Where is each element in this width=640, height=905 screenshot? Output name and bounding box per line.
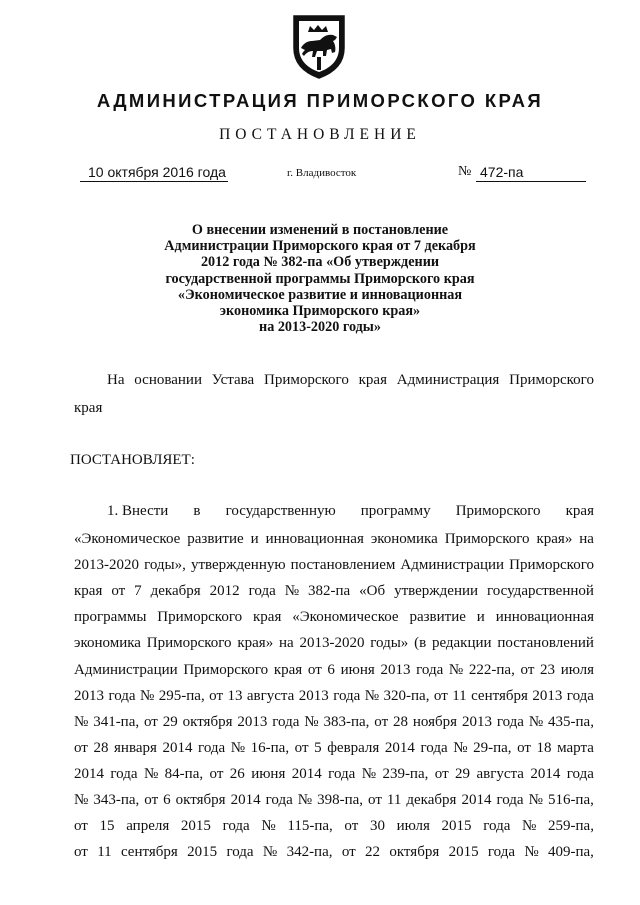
paragraph-line xyxy=(74,815,594,837)
word: от xyxy=(517,739,531,756)
word: от xyxy=(74,818,88,835)
word: августа xyxy=(476,765,524,782)
word: программы xyxy=(74,609,147,626)
paragraph-line xyxy=(74,737,594,759)
word: марта xyxy=(557,739,594,756)
word: 2014 xyxy=(74,765,104,782)
word: года xyxy=(265,792,293,808)
word: от xyxy=(111,583,126,600)
word: № xyxy=(74,713,89,730)
word: 409-па, xyxy=(548,844,594,861)
word: «Экономическое xyxy=(292,609,399,626)
word: 7 xyxy=(134,583,142,600)
coat-of-arms-icon xyxy=(290,14,348,80)
word: 2015 xyxy=(187,844,218,861)
word: государственной xyxy=(487,583,594,600)
word: от xyxy=(209,687,223,704)
word: 341-па, xyxy=(93,713,140,730)
word: Приморского xyxy=(183,661,269,678)
word: года xyxy=(198,739,226,756)
word: № xyxy=(524,844,539,861)
title-line: на 2013-2020 годы» xyxy=(259,319,381,336)
word: редакции xyxy=(431,635,492,652)
word: от xyxy=(74,739,88,756)
word: года xyxy=(226,844,254,861)
word: 516-па, xyxy=(547,792,594,808)
word: года xyxy=(566,687,594,704)
word: 115-па, xyxy=(287,818,333,835)
word: от xyxy=(294,739,309,756)
word: № xyxy=(522,818,537,835)
word: года xyxy=(333,687,361,704)
word: 16-па, xyxy=(250,739,290,756)
word: от xyxy=(74,844,88,861)
word: октября xyxy=(389,844,440,861)
word: от xyxy=(144,713,158,730)
paragraph-line xyxy=(74,841,594,863)
word: Приморского xyxy=(509,372,594,388)
word: 2015 xyxy=(180,818,211,835)
word: года xyxy=(496,713,524,730)
word: на xyxy=(278,635,294,652)
word: 2014 xyxy=(461,792,492,808)
word: 435-па, xyxy=(548,713,594,730)
word: № xyxy=(361,765,377,782)
word: годы» xyxy=(370,635,409,652)
word: края xyxy=(273,661,303,678)
resolves-heading: ПОСТАНОВЛЯЕТ: xyxy=(70,452,195,468)
word: края xyxy=(358,372,387,388)
word: года xyxy=(420,739,448,756)
word: Приморского xyxy=(455,503,541,519)
word: инновационная xyxy=(495,609,594,626)
word: от xyxy=(341,844,356,861)
word: от xyxy=(374,713,389,730)
word: года xyxy=(483,818,511,835)
word: от xyxy=(433,687,448,704)
word: 15 xyxy=(99,818,115,835)
word: года xyxy=(222,818,250,835)
word: 1. Внести xyxy=(107,503,169,519)
title-line: государственной программы Приморского края xyxy=(165,270,475,287)
word: утверждении xyxy=(394,583,479,600)
word: 239-па, xyxy=(382,765,429,782)
word: программу xyxy=(360,503,431,519)
word: июля xyxy=(560,661,594,678)
document-number-label: № xyxy=(458,164,472,179)
word: № xyxy=(262,844,278,861)
document-number: 472-па xyxy=(476,164,586,182)
word: 11 xyxy=(452,687,467,704)
word: № xyxy=(528,792,543,808)
word: 2013 xyxy=(74,687,104,704)
paragraph-line xyxy=(74,580,594,602)
word: от xyxy=(520,661,535,678)
word: Администрации xyxy=(400,557,505,574)
word: Приморского xyxy=(444,531,530,547)
word: 2014 xyxy=(162,739,193,756)
word: годы», xyxy=(144,557,186,574)
word: ноября xyxy=(412,713,458,730)
word: 2015 xyxy=(441,818,472,835)
word: и xyxy=(476,609,485,626)
word: 23 xyxy=(540,661,556,678)
word: Приморского xyxy=(146,635,232,652)
word: № xyxy=(74,792,89,808)
word: 28 xyxy=(393,713,408,730)
title-line: экономика Приморского края» xyxy=(219,303,421,320)
word: 222-па, xyxy=(468,661,515,678)
word: 383-па, xyxy=(323,713,370,730)
word: июня xyxy=(251,765,286,782)
word: 2012 xyxy=(209,583,240,600)
word: № xyxy=(364,687,380,704)
item1-first-line xyxy=(107,500,594,522)
word: постановлением xyxy=(290,557,396,574)
word: 84-па, xyxy=(164,765,204,782)
word: января xyxy=(114,739,157,756)
word: июня xyxy=(340,661,375,678)
word: развитие xyxy=(409,609,466,626)
word: года xyxy=(328,765,356,782)
title-line: О внесении изменений в постановление xyxy=(191,222,449,238)
word: № xyxy=(230,739,246,756)
word: № xyxy=(143,765,159,782)
word: № xyxy=(448,661,464,678)
preamble-second-line: края xyxy=(74,400,103,416)
word: 2013 xyxy=(380,661,411,678)
word: 2013 xyxy=(461,713,492,730)
paragraph-line xyxy=(74,606,594,628)
paragraph-line xyxy=(74,632,594,654)
word: Устава xyxy=(211,372,255,388)
paragraph-line xyxy=(74,659,594,681)
document-date: 10 октября 2016 года xyxy=(80,164,228,182)
word: сентября xyxy=(120,844,178,861)
word: года xyxy=(272,713,300,730)
preamble-first-line xyxy=(107,369,594,391)
word: октября xyxy=(182,713,233,730)
word: 295-па, xyxy=(158,687,205,704)
word: 2014 xyxy=(291,765,322,782)
word: постановлений xyxy=(497,635,594,652)
word: № xyxy=(297,792,313,808)
word: года xyxy=(110,765,138,782)
word: основании xyxy=(134,372,202,388)
word: «Экономическое xyxy=(74,531,181,547)
word: декабря xyxy=(406,792,457,808)
word: № xyxy=(528,713,544,730)
word: экономика xyxy=(74,635,141,652)
word: 26 xyxy=(229,765,245,782)
word: № xyxy=(284,583,300,600)
paragraph-line xyxy=(74,554,594,576)
word: Приморского xyxy=(264,372,349,388)
word: края xyxy=(253,609,282,626)
document-title xyxy=(100,222,540,335)
word: 2014 xyxy=(530,765,561,782)
word: апреля xyxy=(126,818,170,835)
title-line: «Экономическое развитие и инновационная xyxy=(177,286,463,303)
organization-name: АДМИНИСТРАЦИЯ ПРИМОРСКОГО КРАЯ xyxy=(96,90,544,111)
word: 29 xyxy=(455,765,471,782)
word: На xyxy=(107,372,125,388)
word: 6 xyxy=(327,661,335,678)
word: августа xyxy=(246,687,295,704)
word: государственную xyxy=(225,503,336,519)
word: 2013 xyxy=(237,713,268,730)
word: 22 xyxy=(365,844,381,861)
word: 30 xyxy=(369,818,385,835)
word: утвержденную xyxy=(190,557,286,574)
word: июля xyxy=(396,818,430,835)
word: экономика xyxy=(370,531,438,547)
word: 2013 xyxy=(532,687,563,704)
word: 6 xyxy=(163,792,171,808)
word: края xyxy=(74,583,103,600)
word: от xyxy=(368,792,382,808)
word: года xyxy=(496,792,524,808)
word: года xyxy=(566,765,594,782)
word: 18 xyxy=(536,739,552,756)
paragraph-line xyxy=(74,789,594,811)
word: развитие xyxy=(187,531,244,547)
word: от xyxy=(434,765,449,782)
word: 28 xyxy=(93,739,109,756)
paragraph-line xyxy=(74,685,594,707)
word: 11 xyxy=(386,792,402,808)
word: № xyxy=(453,739,468,756)
word: (в xyxy=(414,635,427,652)
word: года xyxy=(248,583,276,600)
word: 29 xyxy=(162,713,178,730)
word: Приморского xyxy=(157,609,243,626)
word: от xyxy=(307,661,322,678)
word: 11 xyxy=(97,844,112,861)
word: Администрация xyxy=(396,372,500,388)
word: от xyxy=(344,818,359,835)
word: от xyxy=(209,765,224,782)
word: 382-па xyxy=(308,583,351,600)
word: 343-па, xyxy=(93,792,140,808)
word: Администрации xyxy=(74,661,178,678)
word: 2014 xyxy=(384,739,415,756)
word: 13 xyxy=(227,687,243,704)
word: края» xyxy=(237,635,274,652)
word: инновационная xyxy=(265,531,364,547)
paragraph-line xyxy=(74,528,594,550)
word: 29-па, xyxy=(473,739,512,756)
word: февраля xyxy=(327,739,380,756)
word: № xyxy=(140,687,155,704)
word: 398-па, xyxy=(317,792,364,808)
word: в xyxy=(193,503,201,519)
word: октября xyxy=(175,792,226,808)
word: 2013 xyxy=(298,687,329,704)
word: Приморского xyxy=(509,557,594,574)
word: 2015 xyxy=(448,844,479,861)
word: 5 xyxy=(314,739,322,756)
word: № xyxy=(304,713,319,730)
word: 2013-2020 xyxy=(299,635,365,652)
word: края» xyxy=(536,531,573,547)
word: 342-па, xyxy=(286,844,333,861)
word: 259-па, xyxy=(548,818,594,835)
word: 2014 xyxy=(230,792,261,808)
word: декабря xyxy=(150,583,201,600)
document-type: ПОСТАНОВЛЕНИЕ xyxy=(219,126,421,143)
word: года xyxy=(108,687,136,704)
title-line: 2012 года № 382-па «Об утверждении xyxy=(200,254,440,271)
title-line: Администрации Приморского края от 7 декабря xyxy=(164,238,476,255)
word: края xyxy=(565,503,594,519)
word: и xyxy=(250,531,259,547)
paragraph-line xyxy=(74,763,594,785)
word: 2013-2020 xyxy=(74,557,139,574)
word: года xyxy=(487,844,516,861)
word: № xyxy=(261,818,276,835)
word: «Об xyxy=(359,583,386,600)
word: сентября xyxy=(471,687,528,704)
paragraph-line xyxy=(74,711,594,733)
word: на xyxy=(579,531,594,547)
document-city: г. Владивосток xyxy=(287,167,357,179)
word: от xyxy=(144,792,159,808)
word: 320-па, xyxy=(383,687,430,704)
word: года xyxy=(416,661,444,678)
